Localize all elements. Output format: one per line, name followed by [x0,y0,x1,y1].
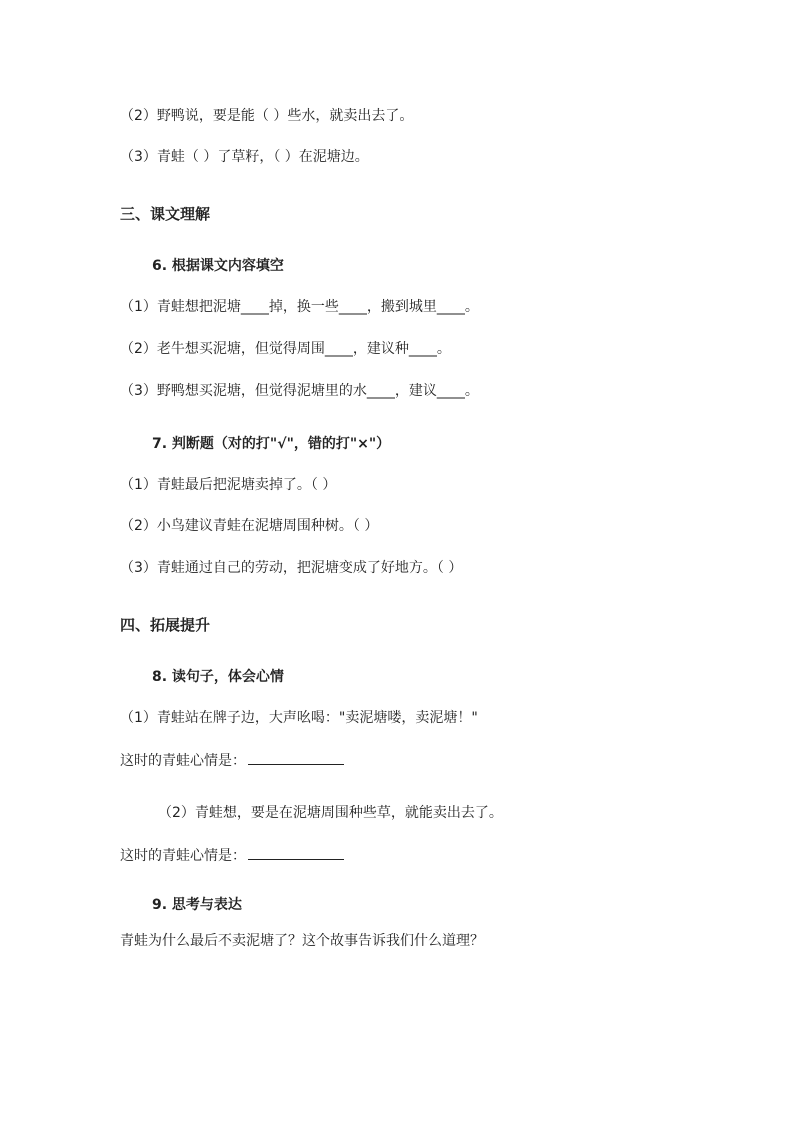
q6-item-1: （1）青蛙想把泥塘____掉，换一些____，搬到城里____。 [120,299,479,315]
section-3-title: 三、课文理解 [120,205,211,223]
q8-answer-line-1[interactable] [248,750,344,765]
q8-title: 8. 读句子，体会心情 [152,669,284,685]
q8-mood-label-1: 这时的青蛙心情是： [120,753,246,769]
q9-title: 9. 思考与表达 [152,897,242,913]
q8-item-1: （1）青蛙站在牌子边，大声吆喝："卖泥塘喽，卖泥塘！" [120,710,478,726]
q8-mood-label-2: 这时的青蛙心情是： [120,848,246,864]
q6-title: 6. 根据课文内容填空 [152,258,284,274]
q7-item-3: （3）青蛙通过自己的劳动，把泥塘变成了好地方。（ ） [120,560,463,576]
q5-item-2: （2）野鸭说，要是能（ ）些水，就卖出去了。 [120,108,414,124]
q8-item-2: （2）青蛙想，要是在泥塘周围种些草，就能卖出去了。 [158,805,503,821]
q7-title: 7. 判断题（对的打"√"，错的打"×"） [152,436,391,452]
q6-item-2: （2）老牛想买泥塘，但觉得周围____，建议种____。 [120,341,451,357]
q8-mood-row-1 [120,750,344,770]
q6-item-3: （3）野鸭想买泥塘，但觉得泥塘里的水____，建议____。 [120,383,479,399]
q8-mood-row-2 [120,845,344,865]
q5-item-3: （3）青蛙（ ）了草籽，（ ）在泥塘边。 [120,149,369,165]
q9-question: 青蛙为什么最后不卖泥塘了？这个故事告诉我们什么道理？ [120,933,484,949]
q8-answer-line-2[interactable] [248,845,344,860]
section-4-title: 四、拓展提升 [120,616,211,634]
q7-item-1: （1）青蛙最后把泥塘卖掉了。（ ） [120,477,337,493]
q7-item-2: （2）小鸟建议青蛙在泥塘周围种树。（ ） [120,518,379,534]
